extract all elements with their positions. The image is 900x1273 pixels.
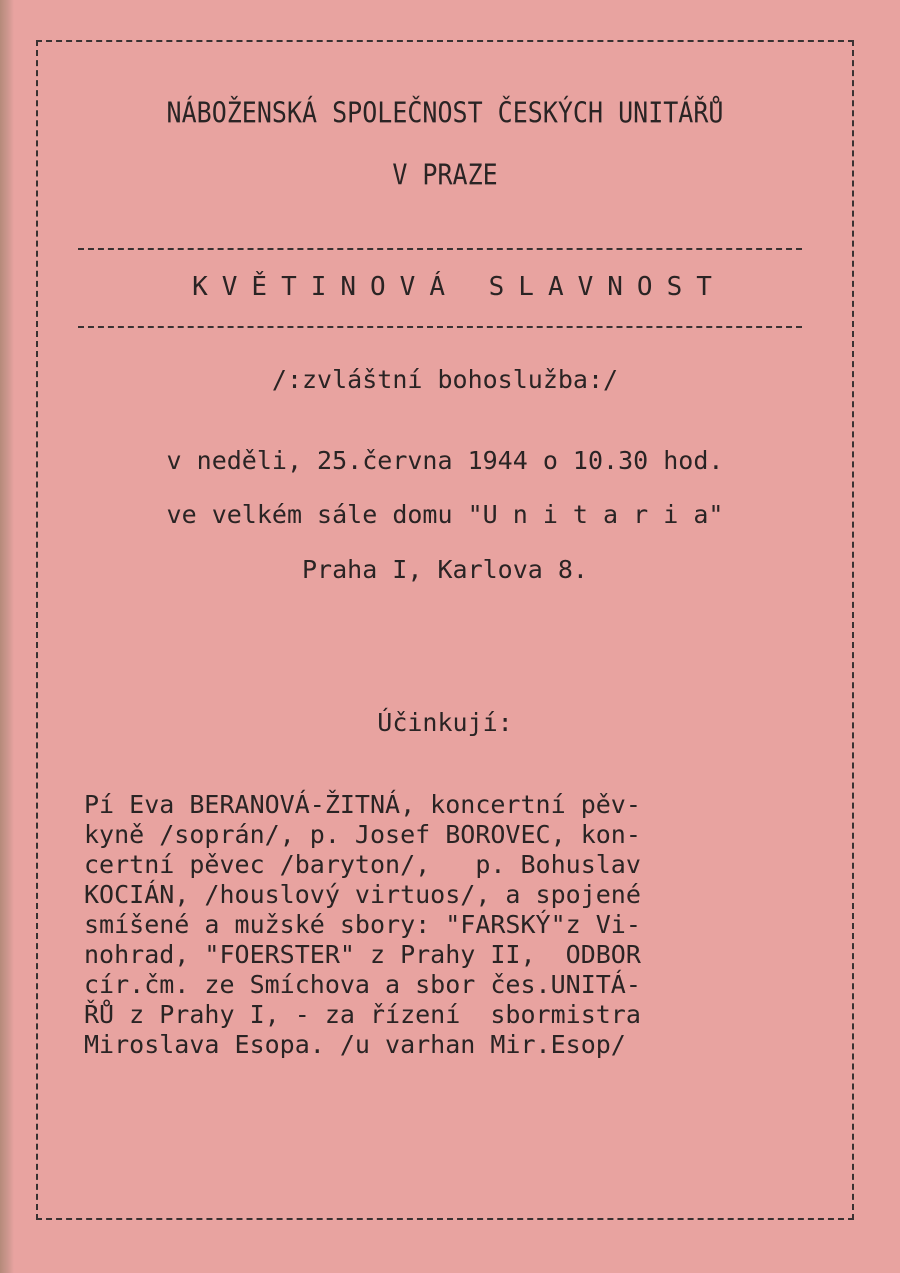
event-address: Praha I, Karlova 8.	[302, 555, 588, 584]
performers-line: Miroslava Esopa. /u varhan Mir.Esop/	[84, 1030, 626, 1059]
performers-line: ŘŮ z Prahy I, - za řízení sbormistra	[84, 1000, 641, 1029]
event-title: KVĚTINOVÁ SLAVNOST	[192, 272, 726, 302]
event-date: v neděli, 25.června 1944 o 10.30 hod.	[166, 446, 724, 475]
performers-line: smíšené a mužské sbory: "FARSKÝ"z Vi-	[84, 910, 641, 939]
performers-line: Pí Eva BERANOVÁ-ŽITNÁ, koncertní pěv-	[84, 790, 641, 819]
performers-line: kyně /soprán/, p. Josef BOROVEC, kon-	[84, 820, 641, 849]
performers-line: nohrad, "FOERSTER" z Prahy II, ODBOR	[84, 940, 641, 969]
performers-line: certní pěvec /baryton/, p. Bohuslav	[84, 850, 641, 879]
performers-line: KOCIÁN, /houslový virtuos/, a spojené	[84, 880, 641, 909]
organization-name: NÁBOŽENSKÁ SPOLEČNOST ČESKÝCH UNITÁŘŮ	[166, 95, 724, 130]
event-subtitle: /:zvláštní bohoslužba:/	[271, 365, 619, 394]
performers-paragraph	[84, 790, 814, 1060]
performers-heading: Účinkují:	[377, 708, 513, 737]
organization-city: V PRAZE	[392, 157, 498, 192]
paper-edge	[0, 0, 14, 1273]
event-venue: ve velkém sále domu "U n i t a r i a"	[166, 500, 724, 529]
title-rule-bottom	[78, 326, 802, 328]
title-rule-top	[78, 248, 802, 250]
performers-line: cír.čm. ze Smíchova a sbor čes.UNITÁ-	[84, 970, 641, 999]
